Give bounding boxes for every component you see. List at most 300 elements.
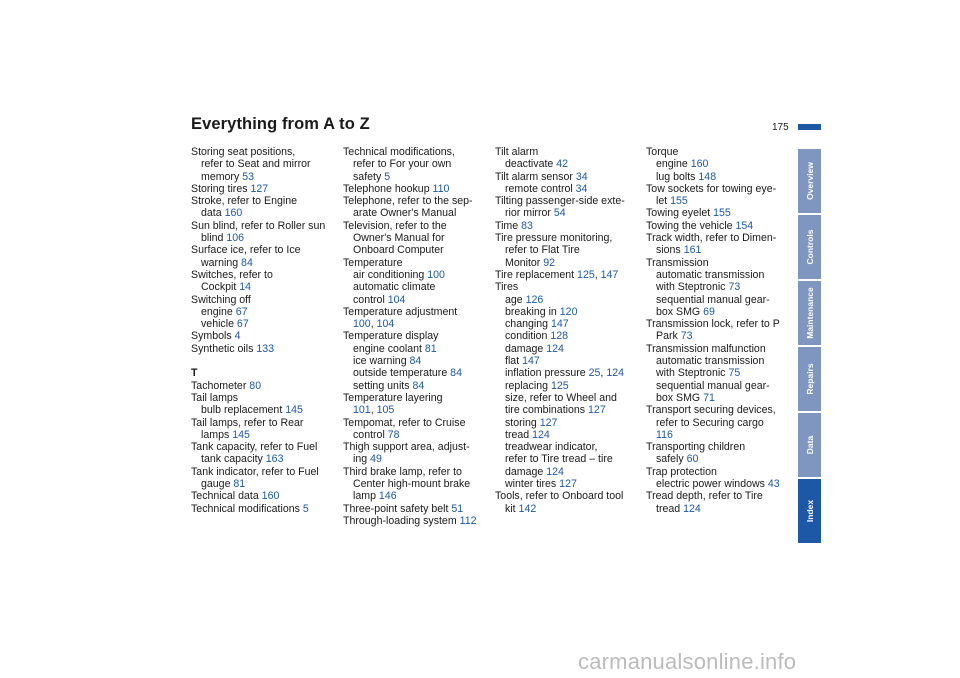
entry-text: lamps	[201, 428, 233, 441]
entry-text: deactivate	[505, 158, 557, 171]
watermark: carmanualsonline.info	[578, 649, 797, 674]
page-link[interactable]: 34	[575, 182, 588, 195]
entry-text: with Steptronic	[656, 281, 729, 294]
index-entry	[191, 380, 339, 392]
entry-text: flat	[505, 355, 523, 368]
entry-text: Monitor	[505, 256, 544, 269]
entry-text: Temperature	[343, 256, 403, 269]
entry-text: Tire pressure monitoring,	[495, 232, 613, 245]
page-link[interactable]: 42	[556, 158, 569, 171]
entry-text: let	[656, 195, 671, 208]
index-subentry	[495, 158, 643, 170]
page-link[interactable]: 163	[265, 453, 284, 466]
index-entry	[646, 146, 794, 158]
index-subentry	[343, 367, 491, 379]
tab-index[interactable]	[798, 479, 821, 543]
tab-maintenance[interactable]	[798, 281, 821, 345]
index-entry	[343, 146, 491, 158]
page-link[interactable]: 101	[353, 404, 371, 417]
page-link[interactable]: 5	[384, 170, 391, 183]
entry-text: remote control	[505, 182, 576, 195]
entry-text: Thigh support area, adjust-	[343, 441, 470, 454]
page-link[interactable]: 49	[370, 453, 382, 466]
page-link[interactable]: 67	[235, 305, 248, 318]
entry-text: Time	[495, 219, 522, 232]
tab-label: Controls	[804, 229, 815, 265]
page-link[interactable]: 147	[600, 268, 619, 281]
index-entry	[343, 330, 491, 342]
entry-text: Telephone, refer to the sep-	[343, 195, 473, 208]
page-link[interactable]: 127	[559, 478, 577, 491]
entry-text: Trap protection	[646, 465, 717, 478]
entry-text: Tilt alarm sensor	[495, 170, 576, 183]
page-link[interactable]: 104	[387, 293, 406, 306]
entry-text: gauge	[201, 478, 234, 491]
index-subentry	[495, 257, 643, 269]
page-link[interactable]: 127	[539, 416, 558, 429]
entry-text: memory	[201, 170, 243, 183]
entry-text: with Steptronic	[656, 367, 729, 380]
entry-text: rior mirror	[505, 207, 554, 220]
index-column-1	[191, 146, 339, 515]
page-link[interactable]: 160	[224, 207, 243, 220]
page-link[interactable]: 133	[256, 342, 275, 355]
index-subentry	[646, 392, 794, 404]
index-subentry	[495, 453, 643, 465]
index-subentry	[646, 453, 794, 465]
entry-text: Transport securing devices,	[646, 404, 776, 417]
index-entry	[343, 195, 491, 207]
index-subentry	[343, 207, 491, 219]
section-tabs	[798, 149, 821, 545]
page-link[interactable]: 92	[543, 256, 556, 269]
index-entry	[646, 490, 794, 502]
page-link[interactable]: 161	[683, 244, 702, 257]
index-column-4	[646, 146, 794, 515]
index-subentry	[495, 466, 643, 478]
entry-text: Tank indicator, refer to Fuel	[191, 465, 319, 478]
index-subentry	[495, 330, 643, 342]
entry-text: inflation pressure	[505, 367, 589, 380]
index-subentry	[343, 355, 491, 367]
entry-text: tire combinations	[505, 404, 589, 417]
index-subentry	[495, 306, 643, 318]
page-link[interactable]: 73	[680, 330, 693, 343]
index-subentry	[646, 269, 794, 281]
page-link[interactable]: 128	[550, 330, 569, 343]
entry-text: control	[353, 428, 388, 441]
index-entry	[191, 183, 339, 195]
page-link[interactable]: 145	[285, 404, 303, 417]
entry-text: arate Owner's Manual	[353, 207, 457, 220]
index-subentry	[343, 453, 491, 465]
index-entry	[343, 515, 491, 527]
page-link[interactable]: 67	[236, 318, 249, 331]
page-link[interactable]: 80	[249, 379, 262, 392]
index-entry	[646, 220, 794, 232]
index-entry	[646, 207, 794, 219]
index-subentry	[191, 232, 339, 244]
entry-text: winter tires	[505, 478, 560, 491]
index-entry	[495, 232, 643, 244]
entry-text: blind	[201, 232, 227, 245]
index-subentry	[495, 294, 643, 306]
index-subentry	[343, 294, 491, 306]
entry-text: Tail lamps, refer to Rear	[191, 416, 304, 429]
index-subentry	[191, 171, 339, 183]
page-title: Everything from A to Z	[191, 115, 370, 133]
index-entry	[343, 220, 491, 232]
index-entry	[191, 146, 339, 158]
entry-text: engine	[201, 305, 236, 318]
index-entry	[646, 232, 794, 244]
page-link[interactable]: 34	[575, 170, 588, 183]
entry-text: Tail lamps	[191, 391, 239, 404]
index-subentry	[495, 503, 643, 515]
page-link[interactable]: 5	[302, 502, 309, 515]
section-spacer	[191, 355, 339, 367]
index-subentry	[191, 453, 339, 465]
page-link[interactable]: 145	[232, 428, 250, 441]
entry-text: changing	[505, 318, 551, 331]
page-link[interactable]: 81	[424, 342, 437, 355]
entry-text: Stroke, refer to Engine	[191, 195, 297, 208]
index-subentry: 101, 105	[353, 404, 395, 417]
entry-text: Track width, refer to Dimen-	[646, 232, 777, 245]
page-link[interactable]: 84	[450, 367, 462, 380]
index-subentry	[191, 478, 339, 490]
index-entry	[646, 404, 794, 416]
entry-text: warning	[201, 256, 242, 269]
index-subentry	[646, 478, 794, 490]
index-entry	[343, 417, 491, 429]
index-subentry	[191, 318, 339, 330]
page-link[interactable]: 127	[250, 182, 269, 195]
entry-text: Tools, refer to Onboard tool	[495, 490, 624, 503]
page-link[interactable]: 125	[550, 379, 569, 392]
index-subentry	[343, 281, 491, 293]
index-subentry	[495, 417, 643, 429]
page-link[interactable]: 124	[532, 428, 550, 441]
index-entry	[343, 503, 491, 515]
index-entry	[191, 195, 339, 207]
index-entry	[495, 490, 643, 502]
page-link[interactable]: 160	[261, 490, 280, 503]
entry-text: Technical modifications	[191, 502, 303, 515]
index-subentry	[495, 441, 643, 453]
entry-text: ing	[353, 453, 371, 466]
page-link[interactable]: 124	[546, 342, 564, 355]
index-subentry	[191, 429, 339, 441]
index-subentry	[646, 355, 794, 367]
page-link[interactable]: 4	[234, 330, 241, 343]
entry-text: box SMG	[656, 305, 704, 318]
tab-controls[interactable]	[798, 215, 821, 279]
entry-text: damage	[505, 465, 547, 478]
index-entry	[191, 392, 339, 404]
page-link[interactable]: 14	[239, 281, 252, 294]
index-subentry	[646, 429, 794, 441]
index-subentry	[495, 380, 643, 392]
entry-text: Tank capacity, refer to Fuel	[191, 441, 318, 454]
entry-text: Onboard Computer	[353, 244, 444, 257]
index-subentry	[646, 294, 794, 306]
page-link[interactable]: 105	[376, 404, 395, 417]
entry-text: Torque	[646, 146, 679, 158]
page-link[interactable]: 124	[606, 367, 624, 380]
entry-text: refer to Flat Tire	[505, 244, 580, 257]
index-entry	[646, 441, 794, 453]
entry-text: treadwear indicator,	[505, 441, 598, 454]
entry-text: T	[191, 367, 198, 380]
entry-text: Center high-mount brake	[353, 478, 471, 491]
index-subentry	[343, 158, 491, 170]
page-link[interactable]: 73	[728, 281, 741, 294]
entry-text: data	[201, 207, 225, 220]
entry-text: refer to Tire tread – tire	[505, 453, 613, 466]
entry-text: Technical data	[191, 490, 262, 503]
page-link[interactable]: 110	[432, 182, 450, 195]
entry-text: Sun blind, refer to Roller sun	[191, 219, 326, 232]
entry-text: Tread depth, refer to Tire	[646, 490, 763, 503]
entry-text: Synthetic oils	[191, 342, 257, 355]
entry-text: safety	[353, 170, 385, 183]
page-number-bar	[798, 124, 821, 130]
index-subentry	[495, 244, 643, 256]
index-subentry	[646, 330, 794, 342]
page-link[interactable]: 124	[546, 465, 564, 478]
page-link[interactable]: 84	[412, 379, 425, 392]
page-link[interactable]: 104	[376, 318, 395, 331]
index-subentry	[646, 306, 794, 318]
page-link[interactable]: 84	[409, 355, 422, 368]
entry-text: Through-loading system	[343, 514, 460, 527]
page-link[interactable]: 112	[459, 514, 477, 527]
entry-text: engine	[656, 158, 691, 171]
tab-data[interactable]	[798, 413, 821, 477]
page-link[interactable]: 155	[670, 195, 688, 208]
index-column-3	[495, 146, 643, 515]
index-entry	[646, 183, 794, 195]
entry-text: Storing seat positions,	[191, 146, 296, 158]
entry-text: size, refer to Wheel and	[505, 391, 617, 404]
entry-text: lug bolts	[656, 170, 699, 183]
page-link[interactable]: 71	[703, 391, 715, 404]
page-link[interactable]: 75	[728, 367, 741, 380]
entry-text: Transmission malfunction	[646, 342, 766, 355]
index-subentry	[495, 183, 643, 195]
index-subentry	[495, 478, 643, 490]
page-link[interactable]: 148	[698, 170, 717, 183]
entry-text: Temperature layering	[343, 391, 443, 404]
index-subentry	[343, 429, 491, 441]
index-entry	[646, 318, 794, 330]
page-link[interactable]: 100	[427, 268, 445, 281]
entry-text: Television, refer to the	[343, 219, 447, 232]
page-link[interactable]: 60	[686, 453, 699, 466]
page-link[interactable]: 155	[713, 207, 731, 220]
entry-text: Park	[656, 330, 681, 343]
entry-text: Tires	[495, 281, 519, 294]
entry-text: sequential manual gear-	[656, 293, 770, 306]
index-subentry	[646, 380, 794, 392]
entry-text: automatic transmission	[656, 355, 765, 368]
index-subentry	[495, 343, 643, 355]
entry-text: Symbols	[191, 330, 235, 343]
index-entry	[191, 269, 339, 281]
index-subentry	[646, 171, 794, 183]
page-link[interactable]: 126	[525, 293, 544, 306]
tab-label: Index	[804, 499, 815, 523]
page-link[interactable]: 53	[242, 170, 254, 183]
entry-text: refer to For your own	[353, 158, 452, 171]
entry-text: refer to Seat and mirror	[201, 158, 311, 171]
section-letter	[191, 367, 339, 379]
entry-text: Tilting passenger-side exte-	[495, 195, 625, 208]
page-link[interactable]: 43	[767, 478, 780, 491]
page-link[interactable]: 100	[353, 318, 371, 331]
tab-overview[interactable]	[798, 149, 821, 213]
page-number: 175	[772, 122, 789, 133]
index-entry	[343, 441, 491, 453]
entry-text: tank capacity	[201, 453, 266, 466]
index-entry	[646, 343, 794, 355]
index-subentry: inflation pressure 25, 124	[505, 367, 624, 380]
tab-repairs[interactable]	[798, 347, 821, 411]
page-link[interactable]: 154	[735, 219, 754, 232]
index-entry	[646, 466, 794, 478]
entry-text: kit	[505, 502, 519, 515]
index-subentry	[343, 269, 491, 281]
entry-text: condition	[505, 330, 551, 343]
page-link[interactable]: 147	[550, 318, 569, 331]
entry-text: Cockpit	[201, 281, 240, 294]
page-link[interactable]: 83	[521, 219, 533, 232]
entry-text: Surface ice, refer to Ice	[191, 244, 301, 257]
entry-text: Switches, refer to	[191, 268, 273, 281]
index-subentry	[191, 404, 339, 416]
entry-text: Tow sockets for towing eye-	[646, 182, 777, 195]
entry-text: Transmission	[646, 256, 709, 269]
page-link[interactable]: 54	[553, 207, 566, 220]
page-link[interactable]: 106	[226, 232, 245, 245]
page-link[interactable]: 78	[387, 428, 400, 441]
index-column-2	[343, 146, 491, 527]
entry-text: Technical modifications,	[343, 146, 455, 158]
entry-text: Temperature adjustment	[343, 305, 458, 318]
entry-text: tread	[656, 502, 684, 515]
page-link[interactable]: 125	[577, 268, 595, 281]
index-subentry	[191, 207, 339, 219]
entry-text: Storing tires	[191, 182, 251, 195]
entry-text: Tempomat, refer to Cruise	[343, 416, 466, 429]
index-subentry	[191, 257, 339, 269]
entry-text: Temperature display	[343, 330, 439, 343]
page-link[interactable]: 51	[451, 502, 464, 515]
entry-text: Third brake lamp, refer to	[343, 465, 462, 478]
entry-text: breaking in	[505, 305, 560, 318]
entry-text: vehicle	[201, 318, 237, 331]
index-subentry	[343, 343, 491, 355]
entry-text: Tire replacement	[495, 268, 578, 281]
index-entry	[191, 466, 339, 478]
page-link[interactable]: 69	[703, 305, 715, 318]
entry-text: Transmission lock, refer to P	[646, 318, 780, 331]
entry-text: Tachometer	[191, 379, 250, 392]
page-link[interactable]: 147	[522, 355, 540, 368]
entry-text: storing	[505, 416, 540, 429]
entry-text: safely	[656, 453, 687, 466]
index-subentry	[343, 478, 491, 490]
tab-label: Repairs	[804, 363, 815, 395]
index-subentry	[191, 281, 339, 293]
index-subentry	[191, 306, 339, 318]
index-entry	[343, 183, 491, 195]
index-subentry	[495, 404, 643, 416]
entry-text: tread	[505, 428, 533, 441]
index-subentry	[495, 355, 643, 367]
entry-text: outside temperature	[353, 367, 451, 380]
entry-text: Telephone hookup	[343, 182, 433, 195]
index-subentry	[495, 318, 643, 330]
index-entry	[343, 392, 491, 404]
index-entry	[191, 417, 339, 429]
index-subentry	[343, 171, 491, 183]
page-link[interactable]: 160	[690, 158, 709, 171]
index-entry	[495, 171, 643, 183]
entry-text: sequential manual gear-	[656, 379, 770, 392]
entry-text: Tilt alarm	[495, 146, 539, 158]
index-entry	[191, 490, 339, 502]
index-entry	[495, 220, 643, 232]
page-link[interactable]: 116	[656, 428, 673, 441]
page-link[interactable]: 81	[233, 478, 246, 491]
entry-text: automatic climate	[353, 281, 436, 294]
index-subentry	[191, 158, 339, 170]
index-entry	[191, 294, 339, 306]
index-entry	[191, 441, 339, 453]
entry-text: control	[353, 293, 388, 306]
index-entry	[191, 503, 339, 515]
entry-text: automatic transmission	[656, 268, 765, 281]
entry-text: Three-point safety belt	[343, 502, 452, 515]
index-subentry	[495, 207, 643, 219]
page-link[interactable]: 146	[378, 490, 397, 503]
index-subentry	[646, 367, 794, 379]
page-link[interactable]: 127	[588, 404, 606, 417]
index-subentry	[495, 392, 643, 404]
index-entry	[191, 220, 339, 232]
index-subentry	[646, 195, 794, 207]
index-entry	[646, 257, 794, 269]
index-entry	[191, 330, 339, 342]
index-entry	[343, 306, 491, 318]
page-link[interactable]: 84	[241, 256, 253, 269]
entry-text: air conditioning	[353, 268, 428, 281]
index-entry: Tire replacement 125, 147	[495, 268, 619, 281]
entry-text: Owner's Manual for	[353, 232, 445, 245]
entry-text: replacing	[505, 379, 551, 392]
index-subentry	[495, 429, 643, 441]
index-subentry	[343, 244, 491, 256]
page-link[interactable]: 120	[559, 305, 578, 318]
page-link[interactable]: 124	[683, 502, 701, 515]
entry-text: Towing eyelet	[646, 207, 714, 220]
entry-text: damage	[505, 342, 547, 355]
page-link[interactable]: 25	[588, 367, 601, 380]
page-link[interactable]: 142	[518, 502, 537, 515]
entry-text: ice warning	[353, 355, 410, 368]
